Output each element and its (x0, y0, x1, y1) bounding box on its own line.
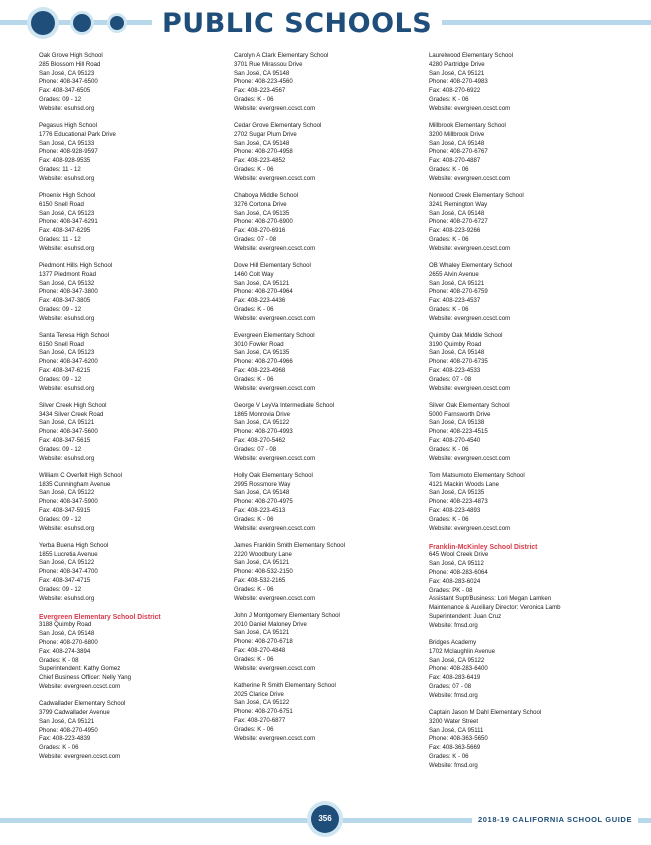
school-entry (429, 122, 614, 184)
school-name: Bridges Academy (429, 638, 477, 646)
entry-line: 3434 Silver Creek Road (39, 410, 104, 418)
entry-line: San José, CA 95123 (39, 209, 95, 217)
entry-line: San José, CA 95148 (429, 209, 485, 217)
entry-line: Website: evergreen.ccsct.com (39, 682, 121, 690)
entry-line: Fax: 408-223-4839 (39, 735, 91, 743)
entry-line: Grades: K - 06 (234, 305, 274, 313)
entry-line: Phone: 408-347-6500 (39, 78, 98, 86)
entry-line: Fax: 408-270-6916 (234, 227, 286, 235)
entry-line: Website: evergreen.ccsct.com (39, 752, 121, 760)
entry-line: Website: evergreen.ccsct.com (234, 174, 316, 182)
school-entry (429, 52, 614, 114)
entry-line: 1776 Educational Park Drive (39, 130, 116, 138)
school-name: Silver Creek High School (39, 401, 107, 409)
entry-line: Phone: 408-270-6900 (234, 218, 293, 226)
district-entry (429, 542, 614, 631)
entry-line: San José, CA 95135 (234, 349, 290, 357)
entry-line: Grades: K - 06 (429, 95, 469, 103)
entry-line: San José, CA 95122 (39, 489, 95, 497)
entry-line: Grades: 07 - 08 (429, 682, 472, 690)
school-name: Pegasus High School (39, 121, 98, 129)
school-name: Dove Hill Elementary School (234, 261, 311, 269)
entry-line: Maintenance & Auxiliary Director: Veronica Lamb (429, 604, 561, 612)
entry-line: San José, CA 95122 (234, 419, 290, 427)
entry-line: Fax: 408-270-5462 (234, 437, 286, 445)
entry-line: Fax: 408-347-5915 (39, 507, 91, 514)
school-name: Laurelwood Elementary School (429, 52, 513, 59)
school-name: Phoenix High School (39, 191, 96, 199)
entry-line: Phone: 408-270-4966 (234, 358, 293, 366)
entry-line: Phone: 408-347-5600 (39, 428, 98, 436)
school-name: Quimby Oak Middle School (429, 331, 503, 339)
entry-line: San José, CA 95121 (429, 279, 485, 287)
school-name: John J Montgomery Elementary School (234, 611, 340, 619)
entry-line: 3276 Cortona Drive (234, 200, 287, 208)
entry-line: Website: evergreen.ccsct.com (429, 384, 511, 392)
entry-line: Website: esuhsd.org (39, 244, 95, 252)
entry-line: San José, CA 95148 (39, 630, 95, 638)
entry-line: 1460 Colt Way (234, 270, 274, 278)
entry-line: Phone: 408-532-2150 (234, 568, 293, 576)
entry-line: 3799 Cadwallader Avenue (39, 708, 110, 716)
entry-line: 645 Wool Creek Drive (429, 551, 489, 559)
entry-line: Phone: 408-347-4700 (39, 568, 98, 576)
entry-line: Phone: 408-270-4958 (234, 148, 293, 156)
entry-line: 3010 Fowler Road (234, 340, 284, 348)
school-entry (234, 682, 419, 744)
entry-line: Grades: K - 06 (234, 165, 274, 173)
entry-line: San José, CA 95122 (234, 699, 290, 707)
entry-line: Website: esuhsd.org (39, 174, 95, 182)
entry-line: Website: fmsd.org (429, 691, 478, 699)
header-dot-small (110, 16, 124, 30)
entry-line: 3241 Remington Way (429, 200, 488, 208)
entry-line: Phone: 408-270-4950 (39, 726, 98, 734)
entry-line: Website: esuhsd.org (39, 524, 95, 532)
entry-line: Grades: K - 06 (429, 165, 469, 173)
entry-line: Phone: 408-270-6735 (429, 358, 488, 366)
entry-line: Fax: 408-347-4715 (39, 576, 91, 584)
entry-line: Website: esuhsd.org (39, 594, 95, 602)
entry-line: Fax: 408-223-4436 (234, 297, 286, 305)
entry-line: Grades: K - 06 (429, 445, 469, 453)
school-name: Tom Matsumoto Elementary School (429, 471, 525, 479)
entry-line: Website: evergreen.ccsct.com (429, 104, 511, 112)
school-entry (429, 472, 614, 534)
entry-line: Phone: 408-223-4515 (429, 428, 488, 436)
school-entry (234, 122, 419, 184)
entry-line: Phone: 408-223-4873 (429, 498, 488, 506)
entry-line: Website: evergreen.ccsct.com (429, 314, 511, 322)
school-name: George V LeyVa Intermediate School (234, 401, 335, 409)
entry-line: Phone: 408-270-6800 (39, 638, 98, 646)
entry-line: San José, CA 95121 (39, 419, 95, 427)
entry-line: Phone: 408-270-4993 (234, 428, 293, 436)
entry-line: Grades: K - 06 (234, 725, 274, 733)
entry-line: Phone: 408-283-6400 (429, 665, 488, 673)
district-name: Evergreen Elementary School District (39, 611, 161, 621)
entry-line: Website: evergreen.ccsct.com (234, 594, 316, 602)
column-3 (429, 52, 614, 779)
entry-line: Grades: K - 06 (39, 744, 79, 752)
page-title-wrap (152, 4, 442, 44)
entry-line: Grades: 09 - 12 (39, 95, 82, 103)
entry-line: Fax: 408-270-4848 (234, 646, 286, 654)
entry-line: San José, CA 95148 (234, 489, 290, 497)
entry-line: Phone: 408-270-4964 (234, 288, 293, 296)
entry-line: 6150 Snell Road (39, 200, 84, 208)
entry-line: 3701 Rue Mirassou Drive (234, 60, 303, 68)
school-name: William C Overfelt High School (39, 471, 122, 479)
entry-line: San José, CA 95135 (234, 209, 290, 217)
entry-line: Phone: 408-270-6727 (429, 218, 488, 226)
entry-line: Grades: 09 - 12 (39, 305, 82, 313)
entry-line: 3190 Quimby Road (429, 340, 482, 348)
school-name: Santa Teresa High School (39, 331, 110, 339)
entry-line: Fax: 408-532-2165 (234, 576, 286, 584)
school-entry (234, 472, 419, 534)
school-entry (234, 542, 419, 604)
page-header (0, 0, 651, 48)
entry-line: Phone: 408-347-3800 (39, 288, 98, 296)
entry-line: Grades: 07 - 08 (429, 375, 472, 383)
entry-line: Assistant Supt/Business: Lori Megan Lamken (429, 595, 552, 603)
school-name: Chaboya Middle School (234, 191, 299, 199)
entry-line: San José, CA 95148 (429, 349, 485, 357)
entry-line: Website: evergreen.ccsct.com (429, 524, 511, 532)
entry-line: Fax: 408-270-6877 (234, 716, 286, 724)
entry-line: San José, CA 95121 (429, 69, 485, 77)
school-entry (234, 402, 419, 464)
entry-line: Chief Business Officer: Nelly Yang (39, 674, 132, 682)
entry-line: 3188 Quimby Road (39, 621, 92, 629)
entry-line: 3200 Water Street (429, 717, 479, 725)
entry-line: San José, CA 95121 (39, 717, 95, 725)
entry-line: Grades: 07 - 08 (234, 445, 277, 453)
entry-line: San José, CA 95148 (234, 69, 290, 77)
header-dot-medium (73, 14, 91, 32)
school-name: Piedmont Hills High School (39, 261, 113, 269)
entry-line: Fax: 408-347-6505 (39, 87, 91, 95)
entry-line: Grades: K - 08 (39, 656, 79, 664)
entry-line: Grades: 09 - 12 (39, 515, 82, 523)
entry-line: 4121 Mackin Woods Lane (429, 480, 500, 488)
entry-line: San José, CA 95122 (429, 656, 485, 664)
entry-line: Website: evergreen.ccsct.com (234, 104, 316, 112)
school-name: Millbrook Elementary School (429, 121, 506, 129)
entry-line: Fax: 408-283-6419 (429, 674, 481, 682)
school-entry (429, 192, 614, 254)
entry-line: Website: esuhsd.org (39, 314, 95, 322)
entry-line: 2220 Woodbury Lane (234, 550, 292, 558)
school-name: Captain Jason M Dahl Elementary School (429, 708, 542, 716)
entry-line: Phone: 408-270-6759 (429, 288, 488, 296)
school-name: OB Whaley Elementary School (429, 261, 513, 269)
page-number: 356 (311, 805, 339, 833)
school-name: Holly Oak Elementary School (234, 471, 313, 479)
entry-line: Grades: K - 06 (234, 655, 274, 663)
entry-line: Fax: 408-363-5669 (429, 744, 481, 752)
entry-line: Website: fmsd.org (429, 621, 478, 629)
entry-line: Grades: 09 - 12 (39, 445, 82, 453)
school-entry (39, 262, 224, 324)
school-entry (39, 542, 224, 604)
entry-line: Website: evergreen.ccsct.com (234, 454, 316, 462)
entry-line: Website: evergreen.ccsct.com (429, 244, 511, 252)
entry-line: 1855 Lucretia Avenue (39, 550, 98, 558)
entry-line: Fax: 408-274-3894 (39, 647, 91, 655)
entry-line: Fax: 408-347-5615 (39, 437, 91, 445)
entry-line: Website: esuhsd.org (39, 104, 95, 112)
entry-line: Phone: 408-270-6767 (429, 148, 488, 156)
entry-line: Fax: 408-270-4887 (429, 157, 481, 165)
school-name: Evergreen Elementary School (234, 331, 315, 339)
school-entry (234, 612, 419, 674)
entry-line: 285 Blossom Hill Road (39, 60, 101, 68)
entry-line: Phone: 408-270-4975 (234, 498, 293, 506)
entry-line: Fax: 408-223-9266 (429, 227, 481, 235)
entry-line: 1377 Piedmont Road (39, 270, 96, 278)
entry-line: Phone: 408-928-9597 (39, 148, 98, 156)
entry-line: San José, CA 95111 (429, 726, 484, 734)
entry-line: Grades: K - 06 (234, 375, 274, 383)
entry-line: San José, CA 95123 (39, 349, 95, 357)
school-entry (234, 192, 419, 254)
entry-line: Website: evergreen.ccsct.com (234, 664, 316, 672)
entry-line: Grades: K - 06 (234, 515, 274, 523)
entry-line: Fax: 408-347-6295 (39, 227, 91, 235)
entry-line: San José, CA 95112 (429, 560, 484, 568)
school-entry (39, 122, 224, 184)
guide-title: 2018-19 CALIFORNIA SCHOOL GUIDE (472, 814, 638, 826)
entry-line: Fax: 408-223-4968 (234, 367, 286, 375)
entry-line: Fax: 408-223-4533 (429, 367, 481, 375)
school-entry (429, 402, 614, 464)
school-entry (39, 332, 224, 394)
school-entry (429, 639, 614, 701)
entry-line: Fax: 408-270-6922 (429, 87, 481, 95)
entry-line: Fax: 408-223-4537 (429, 297, 481, 305)
school-entry (39, 402, 224, 464)
entry-line: Website: evergreen.ccsct.com (234, 314, 316, 322)
entry-line: Fax: 408-223-4567 (234, 87, 286, 95)
entry-line: 2702 Sugar Plum Drive (234, 130, 297, 138)
entry-line: Grades: 07 - 08 (234, 235, 277, 243)
entry-line: Website: evergreen.ccsct.com (234, 734, 316, 742)
entry-line: San José, CA 95122 (39, 559, 95, 567)
entry-line: Phone: 408-270-6751 (234, 708, 293, 716)
school-name: Carolyn A Clark Elementary School (234, 52, 329, 59)
entry-line: Website: fmsd.org (429, 761, 478, 769)
entry-line: Grades: PK - 08 (429, 586, 473, 594)
entry-line: San José, CA 95132 (39, 279, 95, 287)
entry-line: San José, CA 95121 (234, 629, 290, 637)
entry-line: Website: evergreen.ccsct.com (429, 174, 511, 182)
entry-line: Fax: 408-347-6215 (39, 367, 91, 375)
entry-line: 6150 Snell Road (39, 340, 84, 348)
entry-line: Phone: 408-270-4983 (429, 78, 488, 86)
district-name: Franklin-McKinley School District (429, 541, 538, 551)
school-entry (234, 262, 419, 324)
entry-line: Website: esuhsd.org (39, 454, 95, 462)
entry-line: 1865 Monrovia Drive (234, 410, 290, 418)
entry-line: 1702 Mclaughlin Avenue (429, 647, 495, 655)
entry-line: Website: evergreen.ccsct.com (234, 244, 316, 252)
entry-line: Grades: K - 06 (234, 585, 274, 593)
entry-line: 5000 Farnsworth Drive (429, 410, 491, 418)
entry-line: 3200 Millbrook Drive (429, 130, 485, 138)
entry-line: Website: evergreen.ccsct.com (234, 384, 316, 392)
school-entry (39, 472, 224, 534)
entry-line: San José, CA 95138 (429, 419, 485, 427)
entry-line: Phone: 408-223-4560 (234, 78, 293, 86)
school-name: Cadwallader Elementary School (39, 700, 126, 708)
entry-line: Fax: 408-223-4893 (429, 507, 481, 514)
school-entry (39, 52, 224, 114)
entry-line: Fax: 408-928-9535 (39, 157, 91, 165)
entry-line: San José, CA 95121 (234, 279, 290, 287)
school-name: James Franklin Smith Elementary School (234, 541, 345, 549)
entry-line: Website: evergreen.ccsct.com (234, 524, 316, 532)
entry-line: 2025 Clarice Drive (234, 690, 284, 698)
entry-line: Grades: 11 - 12 (39, 165, 81, 173)
page-title: PUBLIC SCHOOLS (162, 8, 433, 39)
entry-line: Grades: K - 06 (429, 752, 469, 760)
entry-line: Superintendent: Juan Cruz (429, 612, 502, 620)
entry-line: Phone: 408-270-6718 (234, 638, 293, 646)
school-entry (234, 332, 419, 394)
school-entry (429, 332, 614, 394)
entry-line: San José, CA 95135 (429, 489, 485, 497)
school-name: Cedar Grove Elementary School (234, 121, 322, 129)
entry-line: Website: evergreen.ccsct.com (429, 454, 511, 462)
entry-line: Fax: 408-223-4852 (234, 157, 286, 165)
entry-line: Grades: 11 - 12 (39, 235, 81, 243)
district-entry (39, 612, 224, 692)
entry-line: Fax: 408-283-6024 (429, 577, 481, 585)
entry-line: Superintendent: Kathy Gomez (39, 665, 121, 673)
entry-line: Phone: 408-347-6200 (39, 358, 98, 366)
entry-line: Grades: 09 - 12 (39, 585, 82, 593)
entry-line: Fax: 408-270-4540 (429, 437, 481, 445)
school-name: Silver Oak Elementary School (429, 401, 510, 409)
entry-line: San José, CA 95133 (39, 139, 95, 147)
school-entry (429, 262, 614, 324)
school-name: Yerba Buena High School (39, 541, 109, 549)
school-name: Katherine R Smith Elementary School (234, 681, 336, 689)
school-entry (39, 192, 224, 254)
school-name: Norwood Creek Elementary School (429, 191, 524, 199)
entry-line: 2995 Rossmore Way (234, 480, 291, 488)
entry-line: 2010 Daniel Maloney Drive (234, 620, 307, 628)
entry-line: San José, CA 95123 (39, 69, 95, 77)
column-1 (39, 52, 224, 770)
entry-line: Grades: K - 06 (429, 235, 469, 243)
entry-line: San José, CA 95148 (234, 139, 290, 147)
column-2 (234, 52, 419, 752)
entry-line: Phone: 408-347-5900 (39, 498, 98, 506)
school-entry (234, 52, 419, 114)
entry-line: 4280 Partridge Drive (429, 60, 485, 68)
entry-line: 2655 Alvin Avenue (429, 270, 479, 278)
entry-line: Grades: K - 06 (234, 95, 274, 103)
entry-line: 1835 Cunningham Avenue (39, 480, 111, 488)
entry-line: Fax: 408-347-3805 (39, 297, 91, 305)
entry-line: Grades: 09 - 12 (39, 375, 82, 383)
school-entry (429, 709, 614, 771)
header-dot-large (31, 11, 55, 35)
entry-line: Phone: 408-363-5650 (429, 735, 488, 743)
entry-line: Phone: 408-347-6291 (39, 218, 98, 226)
entry-line: San José, CA 95148 (429, 139, 485, 147)
school-name: Oak Grove High School (39, 52, 103, 59)
entry-line: Website: esuhsd.org (39, 384, 95, 392)
entry-line: Grades: K - 06 (429, 305, 469, 313)
entry-line: San José, CA 95121 (234, 559, 290, 567)
entry-line: Phone: 408-283-6064 (429, 568, 488, 576)
entry-line: Fax: 408-223-4513 (234, 507, 286, 514)
entry-line: Grades: K - 06 (429, 515, 469, 523)
school-entry (39, 700, 224, 762)
